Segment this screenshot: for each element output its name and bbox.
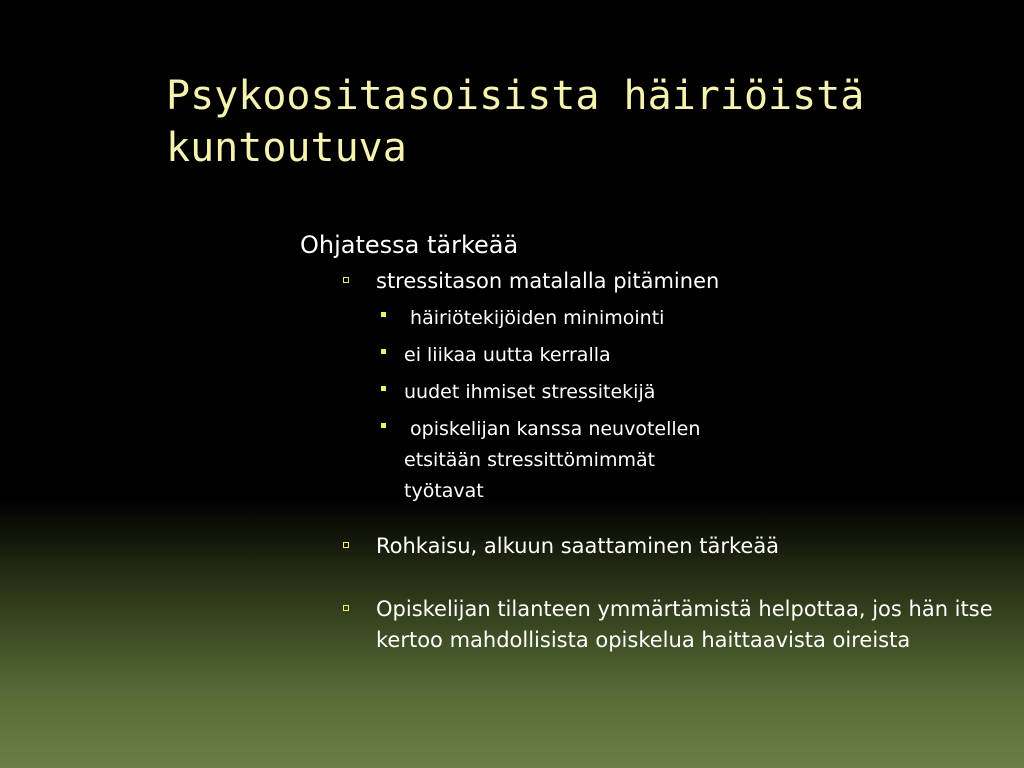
bullet-text: stressitason matalalla pitäminen [376, 269, 720, 293]
slide-content [300, 228, 1018, 656]
bullet-text: Rohkaisu, alkuun saattaminen tärkeää [376, 534, 780, 558]
sub-bullet-text: opiskelijan kanssa neuvotellen etsitään stressittömimmät työtavat [404, 418, 707, 502]
slide-title-line-1: Psykoositasoisista häiriöistä [166, 73, 865, 119]
content-heading: Ohjatessa tärkeää [300, 231, 519, 259]
sub-bullet-item [376, 414, 734, 507]
hollow-square-bullet-icon [343, 605, 349, 611]
slide-title-line-2: kuntoutuva [166, 125, 407, 171]
sub-bullet-text: ei liikaa uutta kerralla [404, 344, 611, 366]
bullet-item [300, 531, 1018, 562]
sub-bullet-item [376, 377, 1018, 408]
filled-square-bullet-icon [381, 312, 386, 317]
bullet-item [300, 594, 1016, 656]
slide-title [166, 70, 1006, 174]
sub-bullet-list [376, 303, 1018, 507]
sub-bullet-text: häiriötekijöiden minimointi [404, 307, 665, 329]
filled-square-bullet-icon [381, 349, 386, 354]
bullet-item [300, 266, 1018, 507]
filled-square-bullet-icon [381, 423, 386, 428]
hollow-square-bullet-icon [343, 277, 349, 283]
filled-square-bullet-icon [381, 386, 386, 391]
bullet-text: Opiskelijan tilanteen ymmärtämistä helpottaa, jos hän itse kertoo mahdollisista opiskelua haittaavista oireista [376, 597, 993, 652]
sub-bullet-text: uudet ihmiset stressitekijä [404, 381, 656, 403]
sub-bullet-item [376, 340, 1018, 371]
hollow-square-bullet-icon [343, 542, 349, 548]
bullet-list [300, 266, 1018, 656]
sub-bullet-item [376, 303, 1018, 334]
